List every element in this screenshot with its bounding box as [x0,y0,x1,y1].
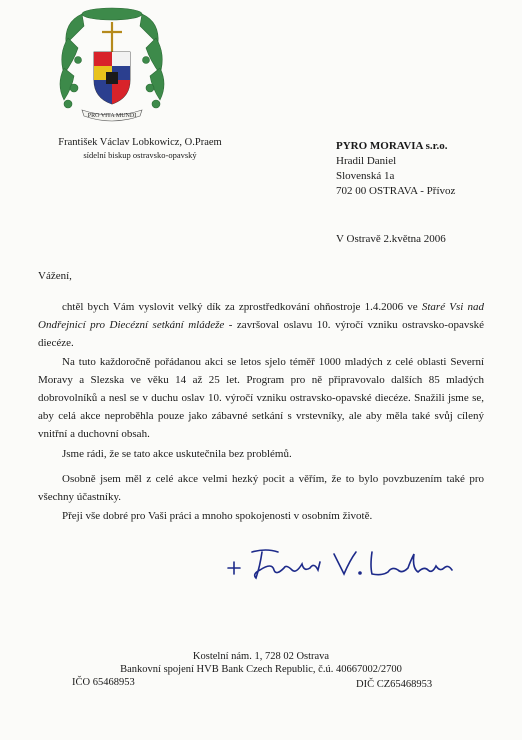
paragraph-thanks: chtěl bych Vám vyslovit velký dík za zprostředkování ohňostroje 1.4.2006 ve Staré Vsi nad Ondřejnicí pro Diecézní setkání mládeže - završoval oslavu 10. výročí vzniku ostravsko-opavské diecéze. [38,301,485,349]
paragraph-impression: Osobně jsem měl z celé akce velmi hezký pocit a věřím, že to bylo povzbuzením také pro všechny účastníky. [38,473,484,503]
recipient-city: 702 00 OSTRAVA - Přívoz [336,185,456,197]
episcopal-coat-of-arms [54,4,170,126]
salutation: Vážení, [38,270,72,282]
recipient-contact: Hradil Daniel [336,155,397,167]
event-name: Staré Vsi nad Ondřejnicí pro Diecézní setkání mládeže [38,301,485,331]
paragraph-wishes: Přeji vše dobré pro Vaši práci a mnoho spokojenosti v osobním životě. [62,510,373,522]
motto-text: PRO VITA MUNDI [87,113,137,119]
recipient-street: Slovenská 1a [336,170,395,182]
footer-bank: Bankovní spojení HVB Bank Czech Republic, č.ú. 40667002/2700 [120,664,402,675]
recipient-company: PYRO MORAVIA s.r.o. [336,140,448,152]
letter-date: V Ostravě 2.května 2006 [336,233,446,245]
footer-address: Kostelní nám. 1, 728 02 Ostrava [192,651,330,662]
footer-dic: DIČ CZ65468953 [356,679,433,690]
paragraph-event: Na tuto každoročně pořádanou akci se letos sjelo téměř 1000 mladých z celé oblasti Severní Moravy a Slezska ve věku 14 až 25 let. Program pro ně připravovalo dalších 85 mladých dobrovolníků a nesl se v duchu oslav 10. výročí vzniku ostravsko-opavské diecéze. Snažili jsme se, aby celá akce neproběhla pouze jako zábavné setkání s vrstevníky, ale aby měla také svůj cílený vnitřní a duchovní obsah. [38,356,484,440]
sender-title: sídelní biskup ostravsko-opavský [83,150,197,160]
footer-ico: IČO 65468953 [72,677,135,688]
handwritten-signature [222,540,462,584]
sender-name: František Václav Lobkowicz, O.Praem [58,137,222,148]
paragraph-glad: Jsme rádi, že se tato akce uskutečnila bez problémů. [62,448,292,460]
